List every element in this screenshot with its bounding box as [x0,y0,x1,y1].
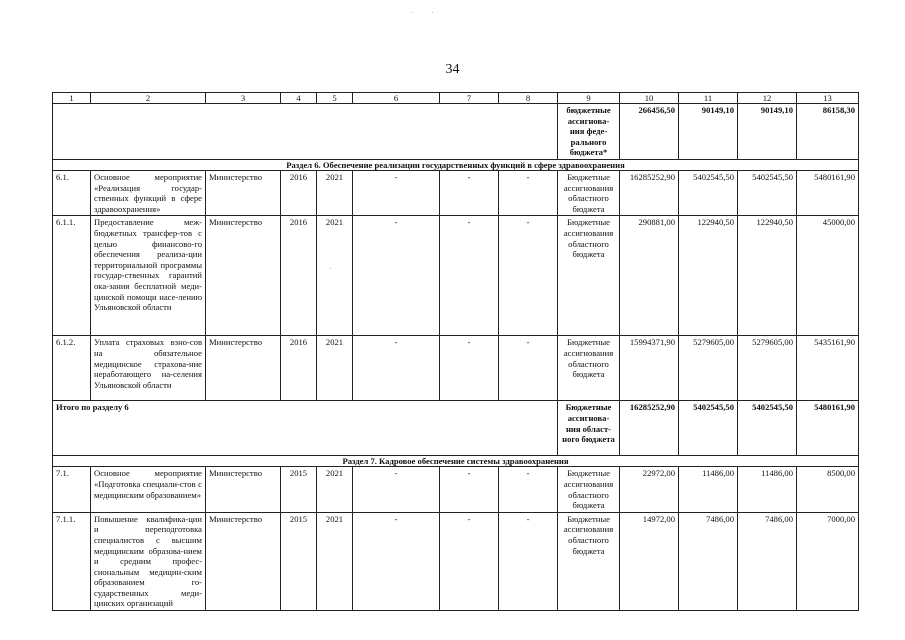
funding-source: Бюджетные ассигнования областного бюджета [558,336,620,401]
value-col12: 5279605,00 [738,336,797,401]
funding-source: Бюджетные ассигнования областного бюджета [558,216,620,336]
col6-value: - [353,467,440,512]
col-header: 2 [91,93,206,104]
value-col11: 5402545,50 [679,170,738,215]
table-row [53,216,859,336]
budget-table [52,92,859,611]
col-header: 6 [353,93,440,104]
executor: Министерство [206,170,281,215]
col8-value: - [499,336,558,401]
col6-value: - [353,170,440,215]
value-col12: 7486,00 [738,512,797,610]
measure-name: Предоставление меж-бюджетных трансфер-тов с целью финансово-го обеспечения реализа-ции территориальной программы государ-ственных гарантий ока-зания бесплатной меди-цинской помощи насе-лению Ульяновской области [91,216,206,336]
measure-name: Уплата страховых взно-сов на обязательное медицинское страхова-ние неработающего на-селения Ульяновской области [91,336,206,401]
value-col11: 122940,50 [679,216,738,336]
end-year: 2021 [317,512,353,610]
table-row [53,512,859,610]
scan-speck [330,268,331,269]
row-number: 6.1. [53,170,91,215]
col-header: 10 [620,93,679,104]
value-col13: 7000,00 [797,512,859,610]
value-col10: 290881,00 [620,216,679,336]
value-col10: 14972,00 [620,512,679,610]
measure-name: Повышение квалифика-ции и переподготовка специалистов с высшим медицинским образова-нием и средним профес-сиональным медицин-ским образованием го-сударственных меди-цинских организаций [91,512,206,610]
start-year: 2016 [281,170,317,215]
column-number-row [53,93,859,104]
section-header-row [53,456,859,467]
end-year: 2021 [317,216,353,336]
col7-value: - [440,216,499,336]
col6-value: - [353,216,440,336]
scan-speck [432,12,433,13]
row-number: 6.1.2. [53,336,91,401]
col-header: 7 [440,93,499,104]
value-col12: 11486,00 [738,467,797,512]
value-col10: 16285252,90 [620,401,679,456]
col7-value: - [440,467,499,512]
funding-source: Бюджетные ассигнова-ния област-ного бюджета [558,401,620,456]
value-col11: 90149,10 [679,104,738,160]
executor: Министерство [206,216,281,336]
col-header: 3 [206,93,281,104]
value-col12: 90149,10 [738,104,797,160]
col6-value: - [353,336,440,401]
section-total-row [53,401,859,456]
value-col13: 86158,30 [797,104,859,160]
page-number: 34 [445,62,460,77]
col-header: 5 [317,93,353,104]
section-title: Раздел 6. Обеспечение реализации государственных функций в сфере здравоохранения [53,159,859,170]
table-row [53,467,859,512]
executor: Министерство [206,336,281,401]
funding-source: Бюджетные ассигнования областного бюджета [558,467,620,512]
col6-value: - [353,512,440,610]
start-year: 2016 [281,336,317,401]
total-label: Итого по разделу 6 [53,401,558,456]
col-header: 1 [53,93,91,104]
value-col10: 16285252,90 [620,170,679,215]
col-header: 13 [797,93,859,104]
value-col13: 45000,00 [797,216,859,336]
scan-speck [412,12,413,13]
funding-source: бюджетные ассигнова-ния феде-рального бюджета* [558,104,620,160]
col8-value: - [499,216,558,336]
end-year: 2021 [317,467,353,512]
value-col11: 5279605,00 [679,336,738,401]
executor: Министерство [206,512,281,610]
col-header: 9 [558,93,620,104]
start-year: 2016 [281,216,317,336]
col8-value: - [499,170,558,215]
row-number: 7.1.1. [53,512,91,610]
end-year: 2021 [317,170,353,215]
funding-source: Бюджетные ассигнования областного бюджета [558,170,620,215]
section-title: Раздел 7. Кадровое обеспечение системы здравоохранения [53,456,859,467]
value-col11: 5402545,50 [679,401,738,456]
col-header: 4 [281,93,317,104]
executor: Министерство [206,467,281,512]
value-col10: 266456,50 [620,104,679,160]
value-col13: 8500,00 [797,467,859,512]
col7-value: - [440,336,499,401]
federal-budget-row [53,104,859,160]
value-col10: 15994371,90 [620,336,679,401]
value-col13: 5480161,90 [797,170,859,215]
col-header: 11 [679,93,738,104]
value-col13: 5435161,90 [797,336,859,401]
col7-value: - [440,170,499,215]
value-col12: 5402545,50 [738,170,797,215]
row-number: 7.1. [53,467,91,512]
start-year: 2015 [281,512,317,610]
measure-name: Основное мероприятие «Реализация государ-ственных функций в сфере здравоохранения» [91,170,206,215]
value-col12: 122940,50 [738,216,797,336]
measure-name: Основное мероприятие «Подготовка специали-стов с медицинским образованием» [91,467,206,512]
empty-span-cell [53,104,558,160]
value-col11: 11486,00 [679,467,738,512]
col-header: 8 [499,93,558,104]
value-col11: 7486,00 [679,512,738,610]
row-number: 6.1.1. [53,216,91,336]
section-header-row [53,159,859,170]
start-year: 2015 [281,467,317,512]
value-col12: 5402545,50 [738,401,797,456]
end-year: 2021 [317,336,353,401]
col-header: 12 [738,93,797,104]
col7-value: - [440,512,499,610]
value-col13: 5480161,90 [797,401,859,456]
table-row [53,336,859,401]
table-row [53,170,859,215]
funding-source: Бюджетные ассигнования областного бюджета [558,512,620,610]
col8-value: - [499,467,558,512]
value-col10: 22972,00 [620,467,679,512]
col8-value: - [499,512,558,610]
